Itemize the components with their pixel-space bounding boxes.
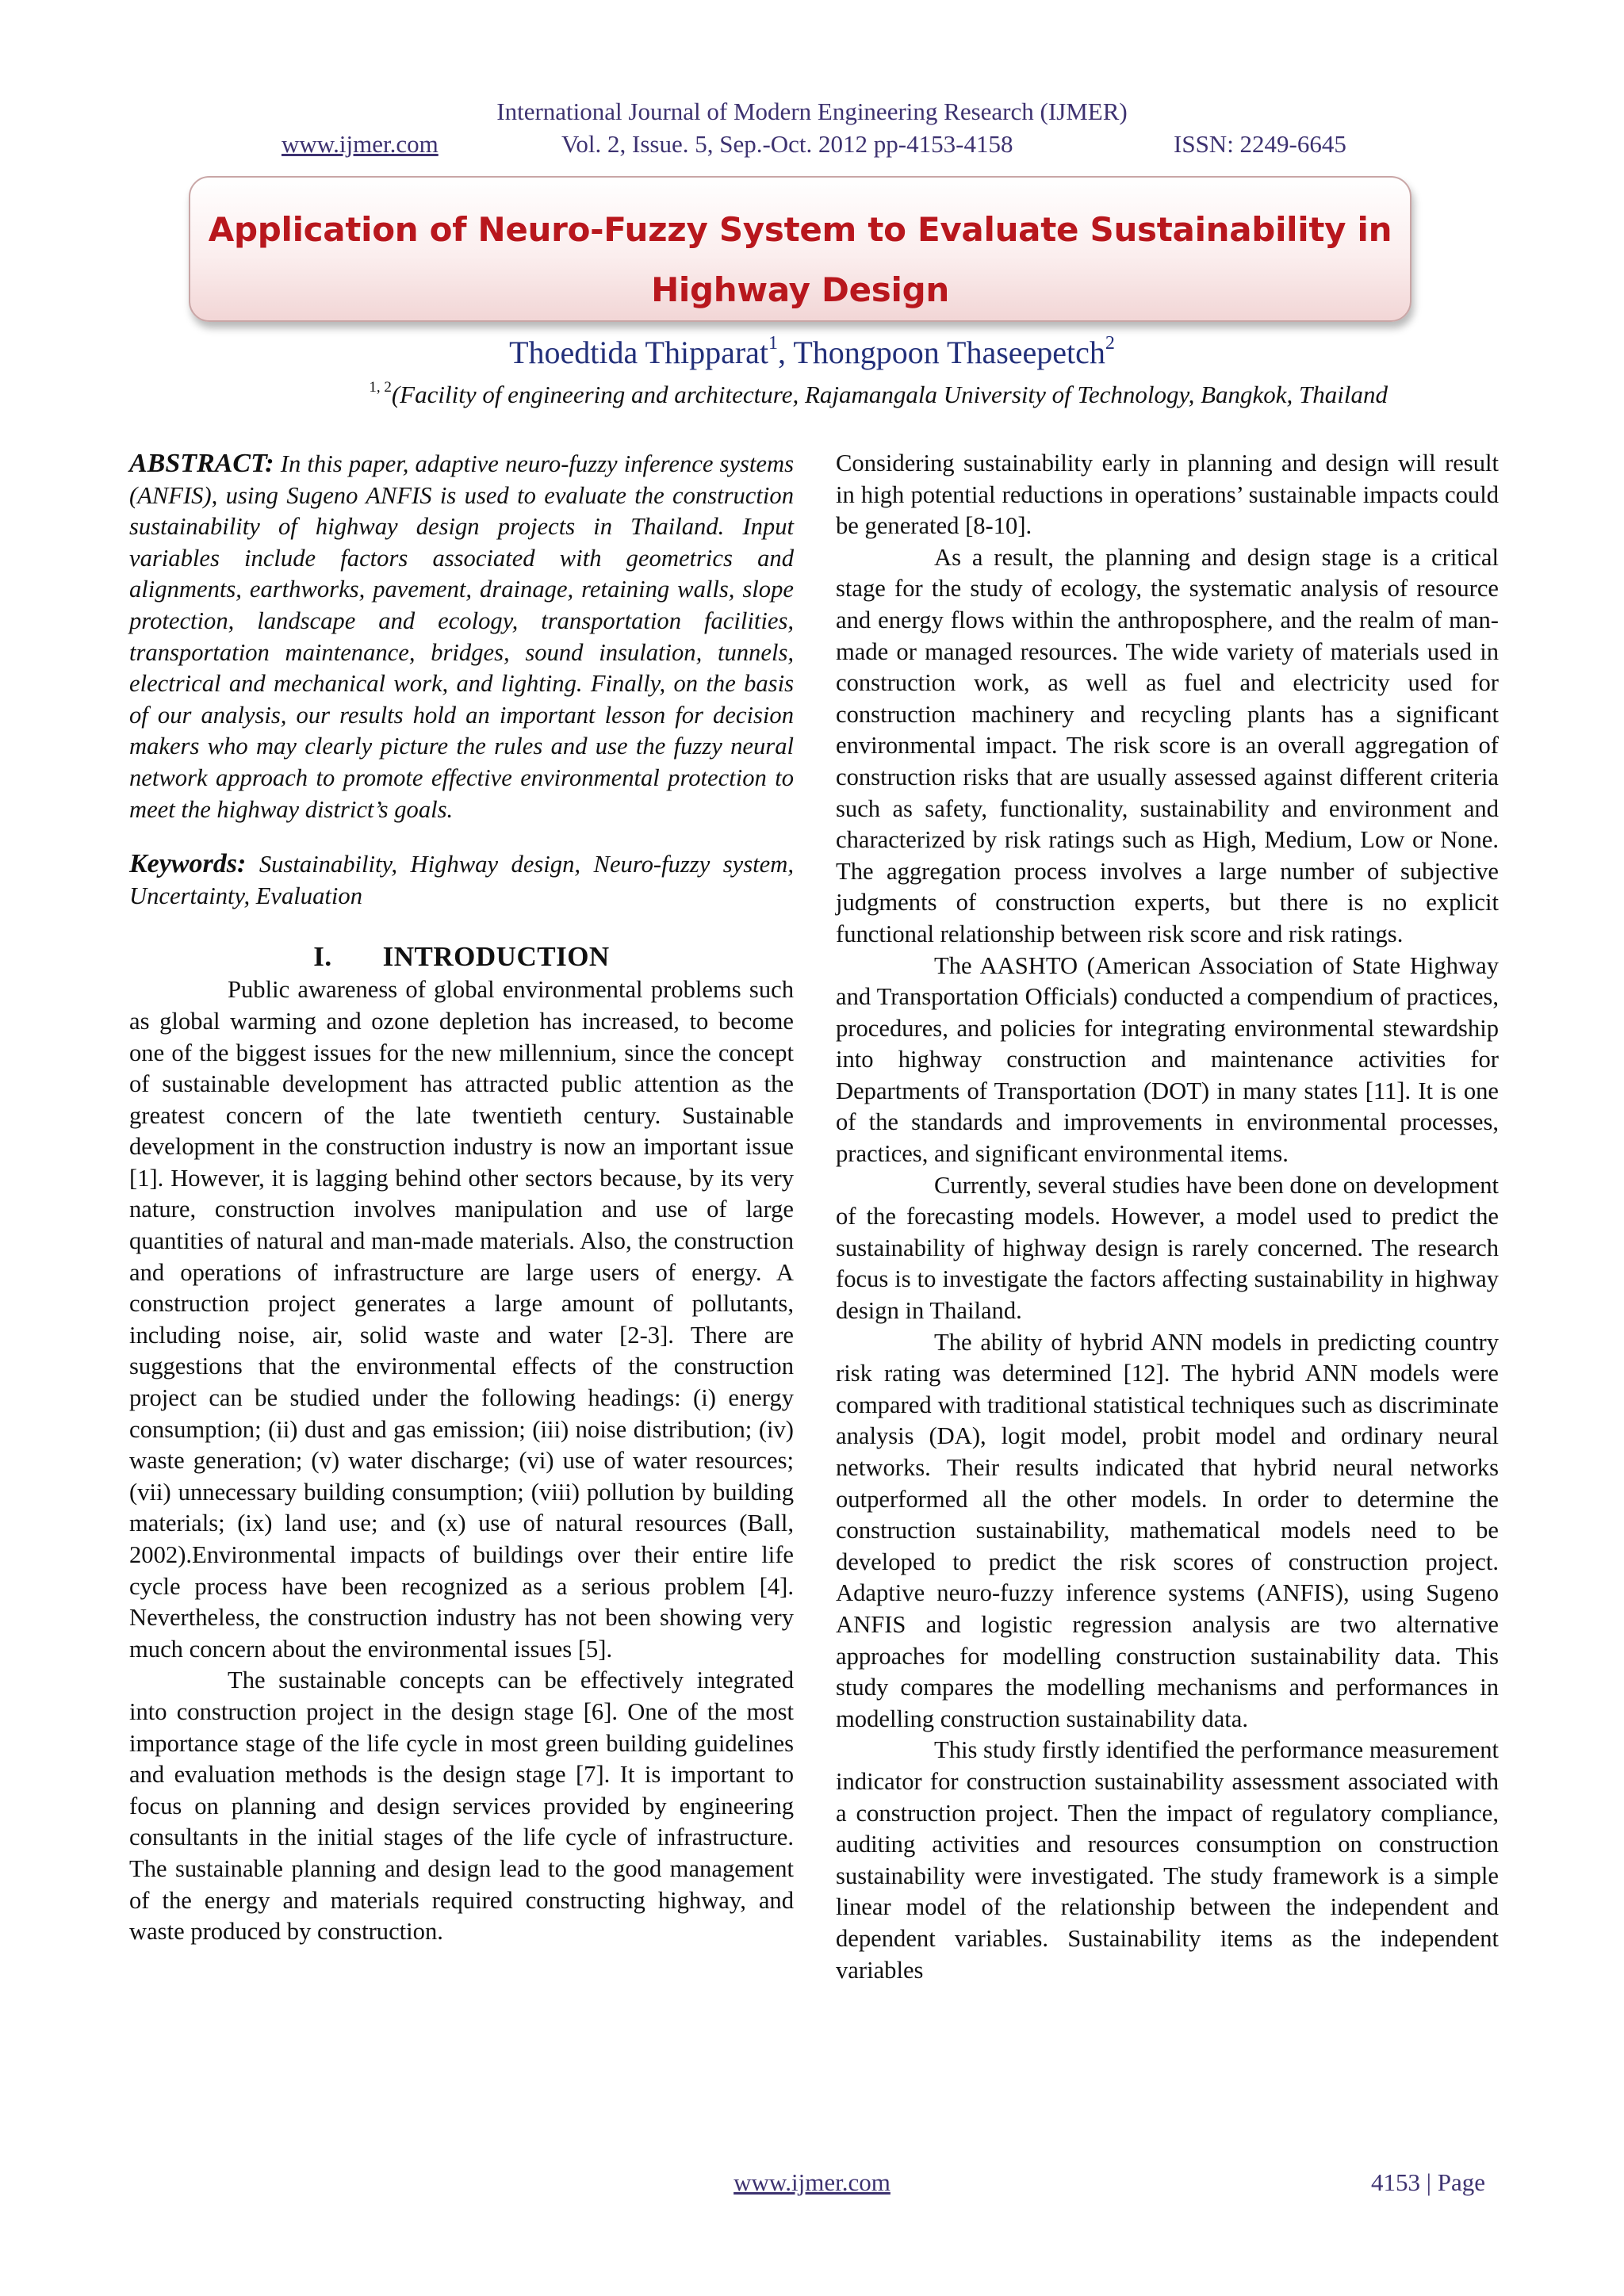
author-1: Thoedtida Thipparat [509,335,769,370]
keywords-text: Sustainability, Highway design, Neuro-fuzzy system, Uncertainty, Evaluation [129,851,794,909]
paper-title: Application of Neuro-Fuzzy System to Evaluate Sustainability in Highway Design [208,210,1392,309]
section-heading [129,941,794,973]
authors [0,333,1624,373]
volume-issue: Vol. 2, Issue. 5, Sep.-Oct. 2012 pp-4153-4158 [561,130,1013,158]
footer-website-link[interactable]: www.ijmer.com [733,2168,891,2196]
affiliation [238,379,1388,411]
author-2: Thongpoon Thaseepetch [793,335,1105,370]
body-paragraph: Currently, several studies have been done on development of the forecasting models. However, a model used to predict the sustainability of highway design is rarely concerned. The research focus is to investigate the factors affecting sustainability in highway design in Thailand. [836,1171,1499,1325]
body-paragraph: Public awareness of global environmental problems such as global warming and ozone depletion has increased, to become one of the biggest issues for the new millennium, since the concept of sustainable development has attracted public attention as the greatest concern of the late twentieth century. Sustainable development in the construction industry is now an important issue [1]. However, it is lagging behind other sectors because, by its very nature, construction involves manipulation and use of large quantities of natural and man-made materials. Also, the construction and operations of infrastructure are large users of energy. A construction project generates a large amount of pollutants, including noise, air, solid waste and water [2-3]. There are suggestions that the environmental effects of the construction project can be studied under the following headings: (i) energy consumption; (ii) dust and gas emission; (iii) noise distribution; (iv) waste generation; (v) water discharge; (vi) use of water resources; (vii) unnecessary building consumption; (viii) pollution by building materials; (ix) land use; and (x) use of natural resources (Ball, 2002).Environmental impacts of buildings over their entire life cycle process have been recognized as a serious problem [4]. Nevertheless, the construction industry has not been showing very much concern about the environmental issues [5]. [129,976,794,1663]
author-separator: , [778,335,794,370]
affiliation-sup: 1, 2 [369,379,392,396]
author-2-sup: 2 [1105,333,1115,354]
abstract-text: In this paper, adaptive neuro-fuzzy inference systems (ANFIS), using Sugeno ANFIS is used to evaluate the construction sustainability of highway design projects in Thailand. Input variables include factors associated with geometrics and alignments, earthworks, pavement, drainage, retaining walls, slope protection, landscape and ecology, transportation facilities, transportation maintenance, bridges, sound insulation, tunnels, electrical and mechanical work, and lighting. Finally, on the basis of our analysis, our results hold an important lesson for decision makers who may clearly picture the rules and use the fuzzy neural network approach to promote effective environmental protection to meet the highway district’s goals. [129,450,794,823]
abstract-label: ABSTRACT: [129,449,274,478]
body-paragraph: The AASHTO (American Association of State Highway and Transportation Officials) conducted a compendium of practices, procedures, and policies for integrating environmental stewardship into highway construction and maintenance activities for Departments of Transportation (DOT) in many states [11]. It is one of the standards and improvements in environmental processes, practices, and significant environmental items. [836,951,1499,1168]
left-column [129,448,794,1948]
body-paragraph: The ability of hybrid ANN models in predicting country risk rating was determined [12]. The hybrid ANN models were compared with traditional statistical techniques such as discriminate analysis (DA), logit model, probit model and ordinary neural networks. Their results indicated that hybrid neural networks outperformed all the other models. In order to determine the construction sustainability, mathematical models need to be developed to predict the risk scores of construction project. Adaptive neuro-fuzzy inference systems (ANFIS), using Sugeno ANFIS and logistic regression analysis are two alternative approaches for modelling construction sustainability data. This study compares the modelling mechanisms and performances in modelling construction sustainability data. [836,1328,1499,1732]
section-number: I. [313,941,332,973]
journal-meta-line [0,130,1624,162]
issn: ISSN: 2249-6645 [1174,130,1346,158]
journal-name: International Journal of Modern Engineering Research (IJMER) [496,98,1128,125]
right-column [836,448,1499,1986]
affiliation-text: (Facility of engineering and architecture, Rajamangala University of Technology, Bangkok, Thailand [391,381,1388,408]
section-title: INTRODUCTION [382,941,610,973]
body-paragraph: Considering sustainability early in planning and design will result in high potential reductions in operations’ sustainable impacts could be generated [8-10]. [836,450,1499,540]
page-number: 4153 | Page [1371,2168,1485,2196]
abstract [129,448,794,825]
body-paragraph: The sustainable concepts can be effectively integrated into construction project in the design stage [6]. One of the most importance stage of the life cycle in most green building guidelines and evaluation methods is the design stage [7]. It is important to focus on planning and design services provided by engineering consultants in the initial stages of the life cycle of infrastructure. The sustainable planning and design lead to the good management of the energy and materials required constructing highway, and waste produced by construction. [129,1667,794,1946]
body-paragraph: This study firstly identified the performance measurement indicator for construction sustainability assessment associated with a construction project. Then the impact of regulatory compliance, auditing activities and resources consumption on construction sustainability were investigated. The study framework is a simple linear model of the relationship between the independent and dependent variables. Sustainability items as the independent variables [836,1736,1499,1984]
body-paragraph: As a result, the planning and design stage is a critical stage for the study of ecology, the systematic analysis of resource and energy flows within the anthroposphere, and the realm of man-made or managed resources. The wide variety of materials used in construction work, as well as fuel and electricity used for construction machinery and recycling plants has a significant environmental impact. The risk score is an overall aggregation of construction risks that are usually assessed against different criteria such as safety, functionality, sustainability and environment and characterized by risk ratings such as High, Medium, Low or None. The aggregation process involves a large number of subjective judgments of construction experts, but there is no explicit functional relationship between risk score and risk ratings. [836,543,1499,947]
keywords-label: Keywords: [129,849,247,879]
title-box [189,176,1411,322]
keywords [129,848,794,912]
journal-website-link[interactable]: www.ijmer.com [282,130,439,158]
author-1-sup: 1 [768,333,779,354]
